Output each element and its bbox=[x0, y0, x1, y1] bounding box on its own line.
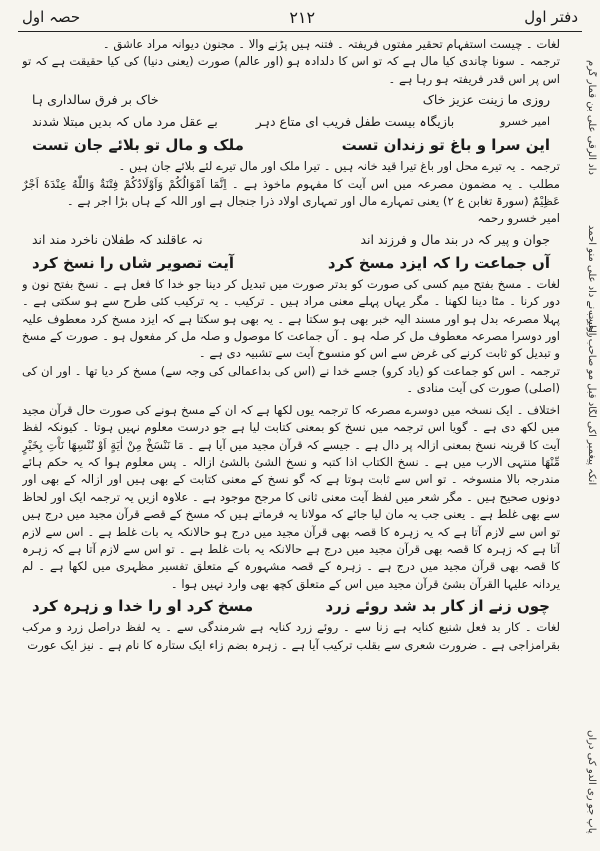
paragraph-author: امیر خسرو رحمہ bbox=[477, 211, 560, 226]
verse-right: این سرا و باغ تو زندان تست bbox=[341, 136, 550, 155]
verse-right: روزی ما زینت عزیز خاک bbox=[422, 92, 550, 108]
verse-right: آں جماعت را کہ ایزد مسخ کرد bbox=[327, 253, 550, 272]
margin-note: روایت نے داد علی منو احمد bbox=[586, 225, 597, 338]
header-rule bbox=[18, 31, 582, 32]
verse-left: ملک و مال تو بلائے جان تست bbox=[32, 136, 244, 155]
paragraph-tarjuma: ترجمہ ۔ اس کو جماعت کو (یاد کرو) جسے خدا نے (اس کی بداعمالی کی وجہ سے) مسخ کر دیا تھا ۔ اور ان کی (اصلی) صورت کی آیت منادی ۔ bbox=[22, 363, 560, 396]
verse-couplet-main bbox=[32, 252, 550, 274]
margin-note: آنکہ پیغمبر اکی لگاد قبل مو صاحب العرب bbox=[586, 310, 597, 486]
page-header bbox=[22, 4, 578, 30]
verse-couplet-main bbox=[32, 134, 550, 156]
verse-author: امیر خسرو bbox=[500, 115, 550, 129]
paragraph-tarjuma: ترجمہ ۔ سونا چاندی کیا مال ہے کہ تو اس کا دلدادہ ہو (اور عالم) صورت (یعنی دنیا) کی کیا حقیقت ہے کہ تو اس پر اس قدر فریفتہ ہو رہا ہے ۔ bbox=[22, 54, 560, 86]
paragraph-ikhtilaf: اختلاف ۔ ایک نسخہ میں دوسرے مصرعہ کا ترجمہ یوں لکھا ہے کہ ان کے مسخ ہونے کی صورت حال قرآن مجید میں لکھ دی ہے ۔ گویا اس ترجمہ میں نسخ کو بمعنی کتابت لیا ہے جو درست معلوم نہیں ہوتا ۔ کیونکہ لفظ آیت کا قرینہ نسخ بمعنی ازالہ پر دال ہے ۔ جیسے کہ قرآن مجید میں آیا ہے ۔ مَا نَنْسَخْ مِنْ اٰيَةٍ اَوْ نُنْسِهَا نَاْتِ بِخَيْرٍ مِّنْهَا منتہی الارب میں ہے ۔ نسخ الکتاب اذا کتبہ و نسخ الشئ بالشئ ازالہ ۔ پس معلوم ہوا کہ یہ حکم ہائے مندرجہ بالا منسوخہ ۔ تو اس سے ثابت ہوتا ہے کہ گو نسخ کے معنی کتابت کے بھی ہیں اور ازالہ کے بھی اور دونوں صحیح ہیں ۔ مگر شعر میں لفظ آیت معنی ثانی کا مرجح موجود ہے ۔ علاوہ ازیں یہ ترجمہ ایک اور لحاظ سے بھی غلط ہے ۔ یعنی جب یہ مان لیا جائے کہ مولانا یہ فرماتے ہیں کہ مسخ کے قصے قرآن مجید میں درج ہیں تو اس سے لازم آتا ہے کہ یہ زہرہ کا قصہ بھی قرآن مجید میں درج ہو حالانکہ یہ بات غلط ہے ۔ اس سے لازم آتا ہے کہ زہرہ کا قصہ بھی قرآن مجید میں درج ہے حالانکہ یہ بات غلط ہے ۔ تو اس سے لازم آتا ہے کہ زہرہ کا قصہ بھی قرآن مجید میں درج ہے ۔ زہرہ کے قصہ مشہورہ کے متعلق تفسیر مظہری میں لکھا ہے ۔ لم یردانہ علیہا القرآن بشئ قرآن مجید میں اس کے متعلق کچھ بھی وارد نہیں ہوا ۔ bbox=[22, 402, 560, 591]
verse-left: خاک بر فرق سالداری ہا bbox=[32, 92, 159, 108]
part-title: حصہ اول bbox=[22, 8, 81, 26]
verse-right: جوان و پیر کہ در بند مال و فرزند اند bbox=[360, 231, 550, 247]
verse-left: نہ عاقلند کہ طفلان ناخرد مند اند bbox=[32, 231, 203, 247]
verse-couplet-main bbox=[32, 595, 550, 617]
paragraph-tarjuma: ترجمہ ۔ یہ تیرے محل اور باغ تیرا قید خانہ ہیں ۔ تیرا ملک اور مال تیرے لئے بلائے جان ہیں ۔ bbox=[118, 159, 560, 174]
verse-left: بے عقل مرد ماں کہ بدیں مبتلا شدند bbox=[32, 114, 218, 130]
verse-left: مسخ کرد او را خدا و زہرہ کرد bbox=[32, 597, 254, 616]
verse-couplet bbox=[32, 112, 550, 132]
page-body bbox=[22, 36, 560, 845]
paragraph-lughat: لغات ۔ چیست استفہام تحقیر مفتوں فریفتہ ۔ فتنہ ہیں پڑنے والا ۔ مجنون دیوانہ مراد عاشق ۔ bbox=[102, 37, 560, 51]
paragraph-lughat: لغات ۔ کار بد فعل شنیع کنایہ ہے زنا سے ۔ روئے زرد کنایہ ہے شرمندگی سے ۔ یہ لفظ دراصل زرد و مرکب بقرامزاجی ہے ۔ ضرورت شعری سے بقلب ترکیب آیا ہے ۔ زہرہ بضم زاء ایک ستارہ کا نام ہے ۔ نیز ایک عورت bbox=[22, 620, 560, 652]
book-section-title: دفتر اول bbox=[524, 8, 578, 26]
paragraph-matlab: مطلب ۔ یہ مضمون مصرعہ میں اس آیت کا مفہوم ماخوذ ہے ۔ اِنَّمَا اَمْوَالُكُمْ وَاَوْلَادُكُمْ فِتْنَةٌ وَاللّٰهُ عِنْدَهٗ اَجْرٌ عَظِيْمٌ (سورۃ تغابن ع ۲) یعنی تمہارے مال اور تمہاری اولاد ذرا جنجال ہے اور اللہ کے ہاں بڑا اجر ہے ۔ bbox=[22, 176, 560, 209]
verse-couplet bbox=[32, 90, 550, 110]
verse-left: آیت تصویر شاں را نسخ کرد bbox=[32, 253, 234, 272]
verse-right: بازیگاہ بیست طفل فریب ای متاع دہر bbox=[255, 114, 455, 130]
margin-note: پاپ جو ری الدو کی دراں bbox=[586, 730, 597, 834]
margin-note: داد الرقی علی بن قمار گرم bbox=[586, 60, 597, 175]
page-number: ۲۱۲ bbox=[289, 7, 316, 27]
verse-couplet bbox=[32, 230, 550, 250]
paragraph-lughat: لغات ۔ مسخ بفتح میم کسی کی صورت کو بدتر صورت میں تبدیل کر دینا جو خدا کا فعل ہے ۔ نسخ بفتح نون و دور کرنا ۔ مٹا دینا لکھنا ۔ مگر یہاں پہلے معنی مراد ہیں ۔ ترکیب ۔ یہ ترکیب کئی طرح سے ہو سکتی ہے ۔ پہلا مصرعہ بدل ہو اور مسند الیہ خبر بھی ہو سکتا ہے ۔ یہ بھی ہو سکتا ہے کہ ایزد مسخ کرد معطوف علیہ اور دوسرا مصرعہ معطوف مل کر صلہ ہو ۔ آں جماعت کا موصول و صلہ مل کر مفعول ہو ۔ صورت کے مسخ و تبدیل کو ثابت کرنے کی غرض سے اس کو منسوخ آیت سے تشبیہ دی ہے ۔ bbox=[22, 276, 560, 361]
verse-right: چوں زنے از کار بد شد روئے زرد bbox=[325, 597, 550, 616]
